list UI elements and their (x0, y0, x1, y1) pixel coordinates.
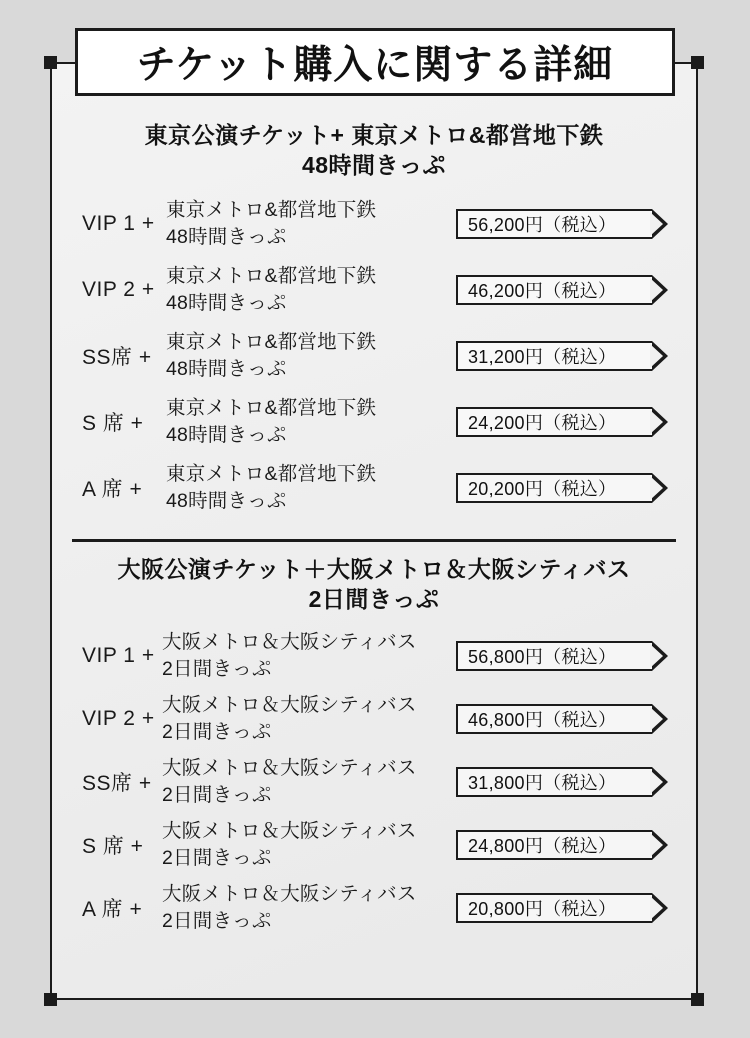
ticket-name (166, 395, 456, 449)
section-tokyo-heading-line1: 東京公演チケット+ 東京メトロ&都営地下鉄 (144, 122, 604, 148)
ticket-name-line1: 大阪メトロ＆大阪シティバス (162, 820, 417, 843)
ticket-name-line1: 東京メトロ&都営地下鉄 (166, 264, 377, 287)
price-text: 24,200円（税込） (468, 412, 617, 433)
ticket-name-line1: 大阪メトロ＆大阪シティバス (162, 631, 417, 654)
section-tokyo-rows (74, 191, 674, 521)
ticket-name (166, 461, 456, 515)
corner-marker-bottom-left (44, 993, 57, 1006)
ticket-name-line2: 48時間きっぷ (166, 291, 287, 314)
seat-label: A 席 + (82, 897, 143, 921)
price-tag (456, 704, 652, 734)
table-row (74, 257, 674, 323)
ticket-name-line2: 48時間きっぷ (166, 357, 287, 380)
ticket-name-line2: 2日間きっぷ (162, 909, 272, 932)
seat-label: S 席 + (82, 411, 144, 435)
ticket-name (162, 818, 456, 872)
ticket-name-line2: 2日間きっぷ (162, 657, 272, 680)
ticket-name (166, 197, 456, 251)
seat-label: VIP 1 + (82, 211, 155, 235)
price-tag (456, 473, 652, 503)
price-tag (456, 893, 652, 923)
price-text: 31,800円（税込） (468, 772, 617, 793)
ticket-name (162, 755, 456, 809)
table-row (74, 624, 674, 687)
price-text: 56,800円（税込） (468, 646, 617, 667)
ticket-name-line1: 東京メトロ&都営地下鉄 (166, 330, 377, 353)
corner-marker-top-right (691, 56, 704, 69)
ticket-name (162, 692, 456, 746)
ticket-name-line1: 東京メトロ&都営地下鉄 (166, 396, 377, 419)
corner-marker-bottom-right (691, 993, 704, 1006)
details-panel (50, 62, 698, 1000)
table-row (74, 750, 674, 813)
ticket-name-line1: 東京メトロ&都営地下鉄 (166, 462, 377, 485)
page-title: チケット購入に関する詳細 (136, 44, 614, 87)
price-tag (456, 209, 652, 239)
ticket-name-line2: 2日間きっぷ (162, 720, 272, 743)
corner-marker-top-left (44, 56, 57, 69)
seat-label: VIP 2 + (82, 706, 155, 730)
ticket-name-line2: 2日間きっぷ (162, 846, 272, 869)
section-tokyo-heading-line2: 48時間きっぷ (301, 152, 447, 179)
ticket-name (166, 263, 456, 317)
price-tag (456, 275, 652, 305)
ticket-name-line1: 東京メトロ&都営地下鉄 (166, 198, 377, 221)
price-text: 46,800円（税込） (468, 709, 617, 730)
price-tag (456, 767, 652, 797)
section-osaka-heading-line2: 2日間きっぷ (308, 586, 440, 613)
seat-label: SS席 + (82, 771, 152, 795)
ticket-name-line2: 48時間きっぷ (166, 423, 287, 446)
price-text: 20,800円（税込） (468, 898, 617, 919)
price-text: 46,200円（税込） (468, 280, 617, 301)
section-osaka-heading (74, 554, 674, 615)
seat-label: VIP 1 + (82, 643, 155, 667)
ticket-name-line1: 大阪メトロ＆大阪シティバス (162, 883, 417, 906)
price-tag (456, 341, 652, 371)
table-row (74, 876, 674, 939)
table-row (74, 813, 674, 876)
page-title-banner (75, 28, 675, 96)
seat-label: S 席 + (82, 834, 144, 858)
section-osaka (52, 554, 696, 940)
ticket-name-line1: 大阪メトロ＆大阪シティバス (162, 757, 417, 780)
table-row (74, 687, 674, 750)
ticket-name (166, 329, 456, 383)
table-row (74, 389, 674, 455)
ticket-name-line2: 48時間きっぷ (166, 489, 287, 512)
section-tokyo-heading (74, 120, 674, 181)
price-tag (456, 830, 652, 860)
price-tag (456, 641, 652, 671)
price-tag (456, 407, 652, 437)
section-divider (72, 539, 676, 542)
seat-label: A 席 + (82, 477, 143, 501)
table-row (74, 323, 674, 389)
seat-label: SS席 + (82, 345, 152, 369)
ticket-name-line2: 48時間きっぷ (166, 225, 287, 248)
ticket-name (162, 881, 456, 935)
panel-content (52, 64, 696, 939)
table-row (74, 455, 674, 521)
price-text: 56,200円（税込） (468, 214, 617, 235)
section-osaka-heading-line1: 大阪公演チケット＋大阪メトロ＆大阪シティバス (117, 555, 631, 582)
price-text: 24,800円（税込） (468, 835, 617, 856)
ticket-name-line1: 大阪メトロ＆大阪シティバス (162, 694, 417, 717)
section-tokyo (52, 120, 696, 521)
ticket-name (162, 629, 456, 683)
price-text: 20,200円（税込） (468, 478, 617, 499)
section-osaka-rows (74, 624, 674, 939)
seat-label: VIP 2 + (82, 277, 155, 301)
ticket-name-line2: 2日間きっぷ (162, 783, 272, 806)
table-row (74, 191, 674, 257)
price-text: 31,200円（税込） (468, 346, 617, 367)
